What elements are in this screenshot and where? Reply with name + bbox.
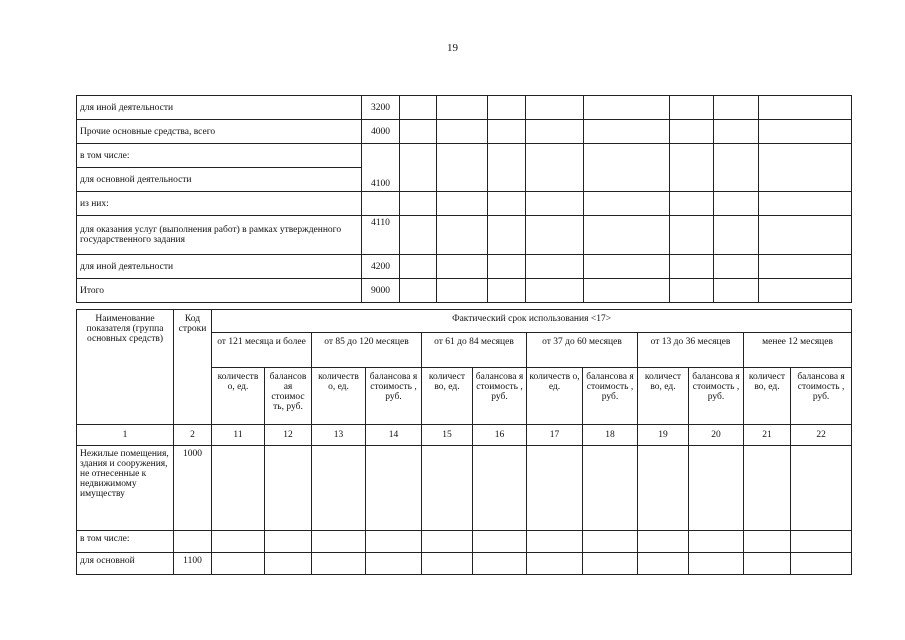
- header-usage-period: Фактический срок использования <17>: [212, 310, 852, 333]
- table-row: [77, 279, 852, 303]
- empty-cell: [366, 531, 422, 553]
- column-number: 13: [312, 425, 366, 446]
- empty-cell: [437, 279, 488, 303]
- period-header: от 85 до 120 месяцев: [312, 333, 422, 368]
- row-name: для основной деятельности: [77, 168, 362, 192]
- empty-cell: [488, 96, 526, 120]
- sub-header-quantity: количеств о, ед.: [312, 368, 366, 425]
- empty-cell: [670, 120, 714, 144]
- row-name: Прочие основные средства, всего: [77, 120, 362, 144]
- empty-cell: [422, 553, 473, 575]
- empty-cell: [791, 531, 852, 553]
- table-row: [77, 192, 852, 216]
- empty-cell: [714, 216, 759, 255]
- period-header: от 121 месяца и более: [212, 333, 312, 368]
- empty-cell: [759, 144, 852, 192]
- empty-cell: [584, 255, 670, 279]
- empty-cell: [759, 120, 852, 144]
- row-code: 9000: [362, 279, 400, 303]
- empty-cell: [212, 531, 265, 553]
- empty-cell: [584, 144, 670, 192]
- empty-cell: [670, 255, 714, 279]
- empty-cell: [526, 279, 584, 303]
- empty-cell: [759, 96, 852, 120]
- empty-cell: [422, 531, 473, 553]
- sub-header-value: балансова я стоимость , руб.: [689, 368, 744, 425]
- empty-cell: [437, 120, 488, 144]
- empty-cell: [312, 531, 366, 553]
- row-code: 4110: [362, 216, 400, 255]
- empty-cell: [400, 192, 437, 216]
- empty-cell: [212, 446, 265, 531]
- sub-header-value: балансова я стоимость , руб.: [366, 368, 422, 425]
- sub-header-value: балансова я стоимость , руб.: [473, 368, 527, 425]
- empty-cell: [212, 553, 265, 575]
- empty-cell: [714, 120, 759, 144]
- empty-cell: [488, 216, 526, 255]
- row-name: Итого: [77, 279, 362, 303]
- column-number: 2: [174, 425, 212, 446]
- row-name: для оказания услуг (выполнения работ) в рамках утвержденного государственного задания: [77, 216, 362, 255]
- row-code: 4000: [362, 120, 400, 144]
- table-row: [77, 446, 852, 531]
- column-number: 17: [527, 425, 583, 446]
- empty-cell: [400, 255, 437, 279]
- header-row: [77, 310, 852, 333]
- sub-header-quantity: количеств о, ед.: [527, 368, 583, 425]
- empty-cell: [638, 553, 689, 575]
- table-row: [77, 531, 852, 553]
- table-row: [77, 96, 852, 120]
- row-name: для иной деятельности: [77, 255, 362, 279]
- column-number: 14: [366, 425, 422, 446]
- empty-cell: [714, 96, 759, 120]
- table-row: [77, 553, 852, 575]
- fixed-assets-table-continued: [76, 95, 852, 303]
- empty-cell: [265, 446, 312, 531]
- empty-cell: [400, 216, 437, 255]
- row-name: в том числе:: [77, 531, 174, 553]
- sub-header-value: балансова я стоимость , руб.: [583, 368, 638, 425]
- empty-cell: [759, 192, 852, 216]
- column-number: 19: [638, 425, 689, 446]
- empty-cell: [437, 255, 488, 279]
- empty-cell: [714, 255, 759, 279]
- empty-cell: [400, 120, 437, 144]
- empty-cell: [400, 144, 437, 192]
- empty-cell: [437, 144, 488, 192]
- page-number: 19: [447, 42, 458, 54]
- empty-cell: [583, 553, 638, 575]
- empty-cell: [526, 120, 584, 144]
- empty-cell: [437, 192, 488, 216]
- empty-cell: [527, 553, 583, 575]
- sub-header-value: балансова я стоимость , руб.: [791, 368, 852, 425]
- empty-cell: [265, 553, 312, 575]
- empty-cell: [759, 255, 852, 279]
- empty-cell: [759, 279, 852, 303]
- empty-cell: [584, 120, 670, 144]
- empty-cell: [422, 446, 473, 531]
- empty-cell: [400, 96, 437, 120]
- row-name: из них:: [77, 192, 362, 216]
- column-number: 21: [744, 425, 791, 446]
- empty-cell: [714, 144, 759, 192]
- column-number: 12: [265, 425, 312, 446]
- column-number: 11: [212, 425, 265, 446]
- sub-header-quantity: количест во, ед.: [422, 368, 473, 425]
- period-header: от 61 до 84 месяцев: [422, 333, 527, 368]
- period-header: менее 12 месяцев: [744, 333, 852, 368]
- sub-header-quantity: количеств о, ед.: [212, 368, 265, 425]
- column-number: 16: [473, 425, 527, 446]
- row-name: Нежилые помещения, здания и сооружения, не отнесенные к недвижимому имуществу: [77, 446, 174, 531]
- empty-cell: [488, 255, 526, 279]
- table-row: [77, 255, 852, 279]
- column-number: 20: [689, 425, 744, 446]
- empty-cell: [488, 279, 526, 303]
- row-code: 4200: [362, 255, 400, 279]
- empty-cell: [583, 446, 638, 531]
- empty-cell: [714, 279, 759, 303]
- empty-cell: [400, 279, 437, 303]
- row-name: в том числе:: [77, 144, 362, 168]
- column-number: 22: [791, 425, 852, 446]
- empty-cell: [670, 96, 714, 120]
- table-row: [77, 144, 852, 168]
- empty-cell: [638, 446, 689, 531]
- column-number: 15: [422, 425, 473, 446]
- row-name: для основной: [77, 553, 174, 575]
- empty-cell: [527, 446, 583, 531]
- row-code: 4100: [362, 144, 400, 192]
- column-number: 1: [77, 425, 174, 446]
- empty-cell: [759, 216, 852, 255]
- empty-cell: [670, 144, 714, 192]
- period-header: от 37 до 60 месяцев: [527, 333, 638, 368]
- empty-cell: [312, 553, 366, 575]
- empty-cell: [437, 96, 488, 120]
- sub-header-quantity: количест во, ед.: [744, 368, 791, 425]
- empty-cell: [791, 553, 852, 575]
- column-number-row: [77, 425, 852, 446]
- period-header: от 13 до 36 месяцев: [638, 333, 744, 368]
- empty-cell: [689, 553, 744, 575]
- sub-header-quantity: количест во, ед.: [638, 368, 689, 425]
- empty-cell: [714, 192, 759, 216]
- empty-cell: [670, 192, 714, 216]
- empty-cell: [638, 531, 689, 553]
- table-row: [77, 120, 852, 144]
- empty-cell: [437, 216, 488, 255]
- empty-cell: [473, 446, 527, 531]
- empty-cell: [526, 216, 584, 255]
- empty-cell: [473, 531, 527, 553]
- empty-cell: [527, 531, 583, 553]
- empty-cell: [744, 531, 791, 553]
- column-number: 18: [583, 425, 638, 446]
- empty-cell: [526, 144, 584, 192]
- row-name: для иной деятельности: [77, 96, 362, 120]
- sub-header-value: балансов ая стоимос ть, руб.: [265, 368, 312, 425]
- empty-cell: [473, 553, 527, 575]
- empty-cell: [488, 144, 526, 192]
- empty-cell: [312, 446, 366, 531]
- row-code: [362, 192, 400, 216]
- row-code: 1100: [174, 553, 212, 575]
- empty-cell: [488, 120, 526, 144]
- empty-cell: [744, 446, 791, 531]
- empty-cell: [526, 96, 584, 120]
- empty-cell: [366, 446, 422, 531]
- empty-cell: [366, 553, 422, 575]
- empty-cell: [744, 553, 791, 575]
- header-name: Наименование показателя (группа основных средств): [77, 310, 174, 425]
- table-row: [77, 216, 852, 255]
- empty-cell: [583, 531, 638, 553]
- empty-cell: [791, 446, 852, 531]
- empty-cell: [488, 192, 526, 216]
- header-code: Код строки: [174, 310, 212, 425]
- empty-cell: [584, 279, 670, 303]
- empty-cell: [670, 279, 714, 303]
- empty-cell: [584, 96, 670, 120]
- empty-cell: [689, 531, 744, 553]
- row-code: 1000: [174, 446, 212, 531]
- empty-cell: [670, 216, 714, 255]
- empty-cell: [584, 192, 670, 216]
- row-code: 3200: [362, 96, 400, 120]
- empty-cell: [689, 446, 744, 531]
- empty-cell: [526, 192, 584, 216]
- empty-cell: [265, 531, 312, 553]
- usage-period-table: [76, 309, 852, 575]
- empty-cell: [584, 216, 670, 255]
- row-code: [174, 531, 212, 553]
- empty-cell: [526, 255, 584, 279]
